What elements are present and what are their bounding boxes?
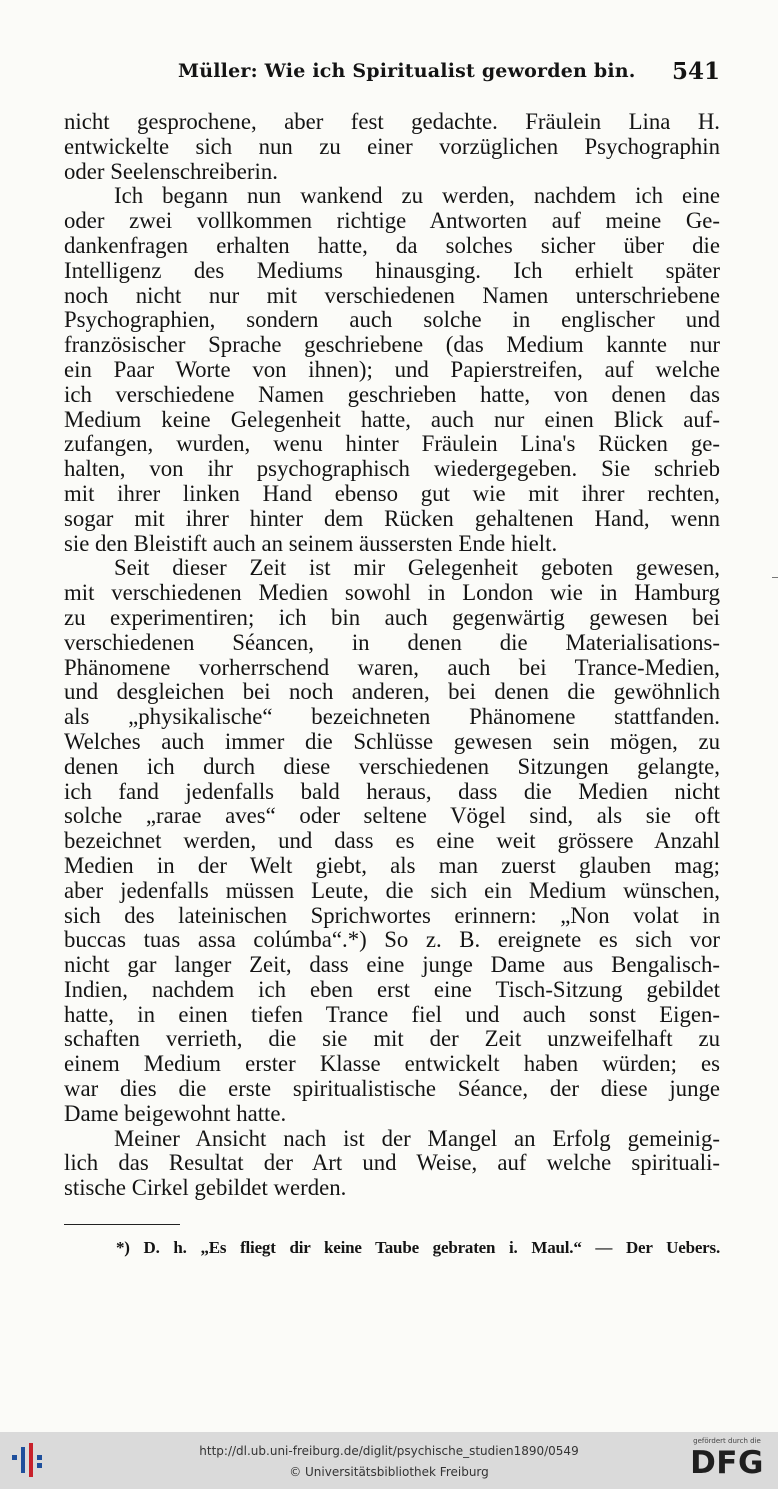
dfg-logo — [686, 1437, 768, 1485]
text-line: war dies die erste spiritualistische Séance, der diese junge — [64, 1076, 720, 1102]
running-title: Müller: Wie ich Spiritualist geworden bin. — [178, 60, 636, 82]
text-line: lich das Resultat der Art und Weise, auf welche spirituali- — [64, 1150, 720, 1176]
text-line: mit ihrer linken Hand ebenso gut wie mit ihrer rechten, — [64, 480, 720, 506]
text-line: hatte, in einen tiefen Trance fiel und auch sonst Eigen- — [64, 1001, 720, 1027]
text-line: sie den Bleistift auch an seinem äussersten Ende hielt. — [64, 530, 558, 556]
text-line: verschiedenen Séancen, in denen die Materialisations- — [64, 629, 720, 655]
text-line: sogar mit ihrer hinter dem Rücken gehaltenen Hand, wenn — [64, 505, 720, 531]
viewer-footer-bar — [0, 1432, 778, 1489]
text-line: Meiner Ansicht nach ist der Mangel an Erfolg gemeinig- — [114, 1125, 720, 1151]
text-line: noch nicht nur mit verschiedenen Namen unterschriebene — [64, 282, 720, 308]
text-line: Psychographien, sondern auch solche in englischer und — [64, 307, 720, 333]
dfg-wordmark: DFG — [690, 1445, 764, 1481]
text-line: solche „rarae aves“ oder seltene Vögel sind, als sie oft — [64, 803, 720, 829]
footnote-rule — [64, 1224, 180, 1225]
text-line: schaften verrieth, die sie mit der Zeit unzweifelhaft zu — [64, 1026, 720, 1052]
text-line: ein Paar Worte von ihnen); und Papierstreifen, auf welche — [64, 356, 720, 382]
text-line: Dame beigewohnt hatte. — [64, 1100, 287, 1126]
copyright-text: © Universitätsbibliothek Freiburg — [289, 1465, 489, 1479]
text-line: zu experimentiren; ich bin auch gegenwärtig gewesen bei — [64, 604, 720, 630]
page-header — [64, 60, 720, 90]
text-line: denen ich durch diese verschiedenen Sitzungen gelangte, — [64, 753, 720, 779]
text-line: zufangen, wurden, wenu hinter Fräulein Lina's Rücken ge- — [64, 431, 720, 457]
text-line: Medium keine Gelegenheit hatte, auch nur einen Blick auf- — [64, 406, 720, 432]
footnote: *) D. h. „Es fliegt dir keine Taube gebraten i. Maul.“ — Der Uebers. — [116, 1238, 720, 1257]
text-line: Intelligenz des Mediums hinausging. Ich erhielt später — [64, 257, 720, 283]
text-line: Seit dieser Zeit ist mir Gelegenheit geboten gewesen, — [114, 555, 720, 581]
text-line: entwickelte sich nun zu einer vorzüglichen Psychographin — [64, 133, 720, 159]
text-line: ich fand jedenfalls bald heraus, dass die Medien nicht — [64, 778, 720, 804]
text-line: dankenfragen erhalten hatte, da solches sicher über die — [64, 232, 720, 258]
text-line: oder Seelenschreiberin. — [64, 158, 278, 184]
text-line: oder zwei vollkommen richtige Antworten auf meine Ge- — [64, 208, 720, 234]
text-line: bezeichnet werden, und dass es eine weit grössere Anzahl — [64, 828, 720, 854]
text-line: als „physikalische“ bezeichneten Phänomene stattfanden. — [64, 704, 720, 730]
text-line: nicht gesprochene, aber fest gedachte. Fräulein Lina H. — [64, 109, 720, 134]
text-line: französischer Sprache geschriebene (das Medium kannte nur — [64, 332, 720, 358]
margin-mark — [772, 577, 778, 578]
dfg-caption: gefördert durch die — [693, 1437, 761, 1445]
text-line: Medien in der Welt giebt, als man zuerst glauben mag; — [64, 852, 720, 878]
text-line: Indien, nachdem ich eben erst eine Tisch-Sitzung gebildet — [64, 976, 720, 1002]
text-line: Ich begann nun wankend zu werden, nachdem ich eine — [114, 183, 720, 209]
text-line: Phänomene vorherrschend waren, auch bei Trance-Medien, — [64, 654, 720, 680]
text-line: halten, von ihr psychographisch wiedergegeben. Sie schrieb — [64, 456, 720, 482]
text-line: und desgleichen bei noch anderen, bei denen die gewöhnlich — [64, 679, 720, 705]
text-line: ich verschiedene Namen geschrieben hatte, von denen das — [64, 381, 720, 407]
text-line: Welches auch immer die Schlüsse gewesen sein mögen, zu — [64, 728, 720, 754]
text-line: nicht gar langer Zeit, dass eine junge Dame aus Bengalisch- — [64, 952, 720, 978]
text-line: buccas tuas assa colúmba“.*) So z. B. ereignete es sich vor — [64, 927, 720, 953]
text-line: mit verschiedenen Medien sowohl in London wie in Hamburg — [64, 580, 720, 606]
text-line: aber jedenfalls müssen Leute, die sich ein Medium wünschen, — [64, 877, 720, 903]
page-number: 541 — [671, 58, 720, 85]
text-line: stische Cirkel gebildet werden. — [64, 1175, 347, 1201]
body-text — [64, 110, 720, 1201]
text-line: einem Medium erster Klasse entwickelt haben würden; es — [64, 1051, 720, 1077]
text-line: sich des lateinischen Sprichwortes erinnern: „Non volat in — [64, 902, 720, 928]
source-url-link[interactable]: http://dl.ub.uni-freiburg.de/diglit/psychische_studien1890/0549 — [199, 1444, 579, 1458]
